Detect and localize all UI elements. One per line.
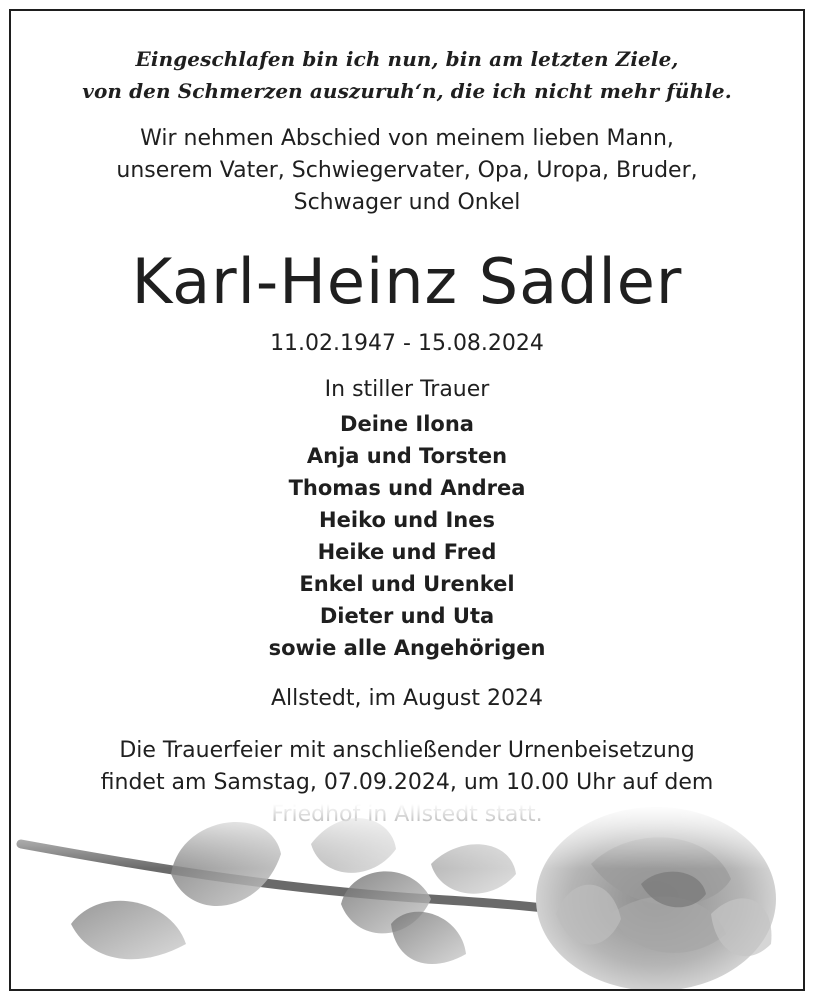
life-dates: 11.02.1947 - 15.08.2024 [270, 331, 544, 356]
mourners-list [11, 408, 803, 664]
mourner-item: Deine Ilona [340, 412, 474, 436]
mourner-item: Dieter und Uta [319, 604, 495, 628]
intro-line-2: unserem Vater, Schwiegervater, Opa, Uropa, Bruder, [116, 158, 698, 183]
mourner-item: Heike und Fred [317, 540, 497, 564]
funeral-line-1: Die Trauerfeier mit anschließender Urnenbeisetzung [119, 738, 695, 763]
motto-line-1: Eingeschlafen bin ich nun, bin am letzten Ziele, [135, 47, 679, 71]
farewell-intro [11, 123, 803, 219]
mourner-item: Heiko und Ines [319, 508, 495, 532]
place-and-date: Allstedt, im August 2024 [271, 686, 543, 711]
mourner-item: Enkel und Urenkel [299, 572, 515, 596]
funeral-line-2: findet am Samstag, 07.09.2024, um 10.00 Uhr auf dem [100, 770, 714, 795]
rose-illustration-icon [11, 804, 805, 989]
mourner-item: Anja und Torsten [306, 444, 508, 468]
mourning-label: In stiller Trauer [324, 377, 490, 402]
mourner-item: Thomas und Andrea [288, 476, 526, 500]
motto-line-2: von den Schmerzen auszuruh‘n, die ich nicht mehr fühle. [82, 79, 732, 103]
deceased-name: Karl-Heinz Sadler [131, 245, 683, 318]
obituary-frame [9, 9, 805, 991]
intro-line-3: Schwager und Onkel [293, 190, 521, 215]
intro-line-1: Wir nehmen Abschied von meinem lieben Mann, [140, 126, 674, 151]
mourner-item: sowie alle Angehörigen [268, 636, 546, 660]
motto-verse [11, 43, 803, 107]
